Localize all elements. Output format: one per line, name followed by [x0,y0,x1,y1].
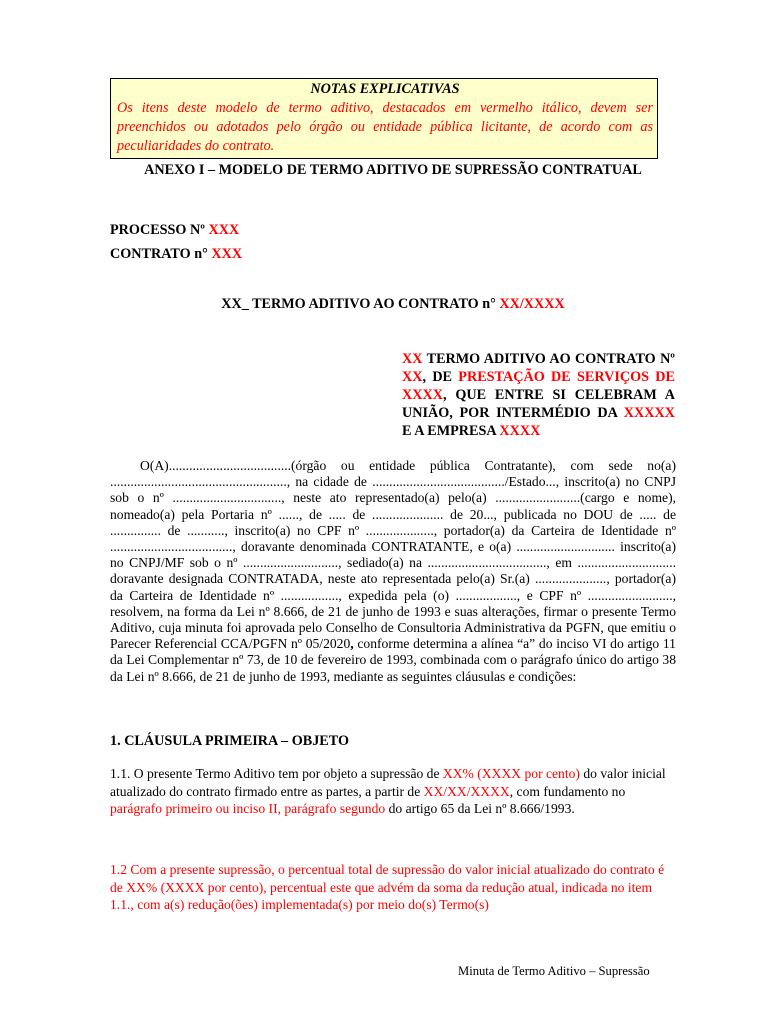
notes-body: Os itens deste modelo de termo aditivo, destacados em vermelho itálico, devem ser preenchidos ou adotados pelo órgão ou entidade pública licitante, de acordo com as peculiaridades do contrato. [117,100,653,154]
amendment-title-number: XX/XXXX [499,296,565,312]
process-label: PROCESSO Nº [110,222,209,238]
parties-text: O(A)....................................(órgão ou entidade pública Contratante), com sede no(a) ...................................................., na cidade de ......................................./Estado..., inscrito(a) no CNPJ sob o nº ................................, neste ato representado(a) pelo(a) .........................(cargo e nome), nomeado(a) pela Portaria nº ......, de ..... de ..................... de 20..., publicada no DOU de ..... de ............... de ..........., inscrito(a) no CPF nº ...................., portador(a) da Carteira de Identidade nº ...................................., doravante denominada CONTRATANTE, e o(a) ............................. inscrito(a) no CNPJ/MF sob o nº ............................, sediado(a) na ..................................., em ............................. doravante designada CONTRATADA, neste ato representada pelo(a) Sr.(a) ....................., portador(a) da Carteira de Identidade nº ................., expedida pela (o) .................., e CPF nº ........................., resolvem, na forma da Lei nº 8.666, de 21 de junho de 1993 e suas alterações, firmar o presente Termo Aditivo, cuja minuta foi aprovada pelo Conselho de Consultoria Administrativa da PGFN, que emitiu o Parecer Referencial CCA/PGFN nº 05/2020 [110,458,676,652]
clause-one-title: 1. CLÁUSULA PRIMEIRA – OBJETO [110,733,349,749]
summary-placeholder: XX [402,369,423,385]
process-value: XXX [208,222,240,238]
amendment-title-prefix: XX_ TERMO ADITIVO AO CONTRATO n° [221,296,500,312]
clause-text: do valor inicial atualizado do contrato firmado entre as partes, a partir de [110,766,666,799]
parties-text: conforme determina a alínea “a” do inciso VI do artigo 11 da Lei Complementar nº 73, de 10 de fevereiro de 1993, combinada com o parágrafo único do artigo 38 da Lei nº 8.666, de 21 de junho de 1993, mediante as seguintes cláusulas e condições: [110,636,676,684]
clause-placeholder: XX/XX/XXXX [423,783,510,799]
summary-text: , DE [422,369,459,385]
clause-text: , com fundamento no [509,783,626,799]
contract-number [110,246,242,263]
contract-value: XXX [211,246,243,262]
notes-title: NOTAS EXPLICATIVAS [310,81,460,97]
contract-label: CONTRATO n° [110,246,212,262]
clause-1-1 [110,765,676,818]
annex-title: ANEXO I – MODELO DE TERMO ADITIVO DE SUPRESSÃO CONTRATUAL [144,162,642,178]
summary-placeholder: XXXXX [623,405,675,421]
explanatory-notes-box [110,78,658,159]
amendment-summary [402,350,675,440]
clause-text: 1.1. O presente Termo Aditivo tem por objeto a supressão de [110,766,443,781]
summary-placeholder: XXXX [499,423,541,439]
parties-qualification-paragraph [110,458,676,685]
clause-placeholder: XX% (XXXX por cento) [442,766,580,781]
process-number [110,222,239,239]
summary-text: TERMO ADITIVO AO CONTRATO Nº [422,351,675,367]
summary-placeholder: XX [402,351,423,367]
amendment-title [110,296,676,313]
summary-text: E A EMPRESA [402,423,500,439]
clause-placeholder: parágrafo primeiro ou inciso II, parágrafo segundo [110,801,386,816]
parties-text: , [350,636,354,652]
clause-1-2: 1.2 Com a presente supressão, o percentual total de supressão do valor inicial atualizado do contrato é de XX% (XXXX por cento), percentual este que advém da soma da redução atual, indicada no item 1.1., com a(s) redução(ões) implementada(s) por meio do(s) Termo(s) [110,862,665,912]
summary-placeholder: PRESTAÇÃO DE SERVIÇOS DE XXXX [402,369,675,403]
page-footer: Minuta de Termo Aditivo – Supressão [458,964,650,978]
clause-text: do artigo 65 da Lei nº 8.666/1993. [385,801,575,816]
summary-text: , QUE ENTRE SI CELEBRAM A UNIÃO, POR INTERMÉDIO DA [402,387,675,421]
